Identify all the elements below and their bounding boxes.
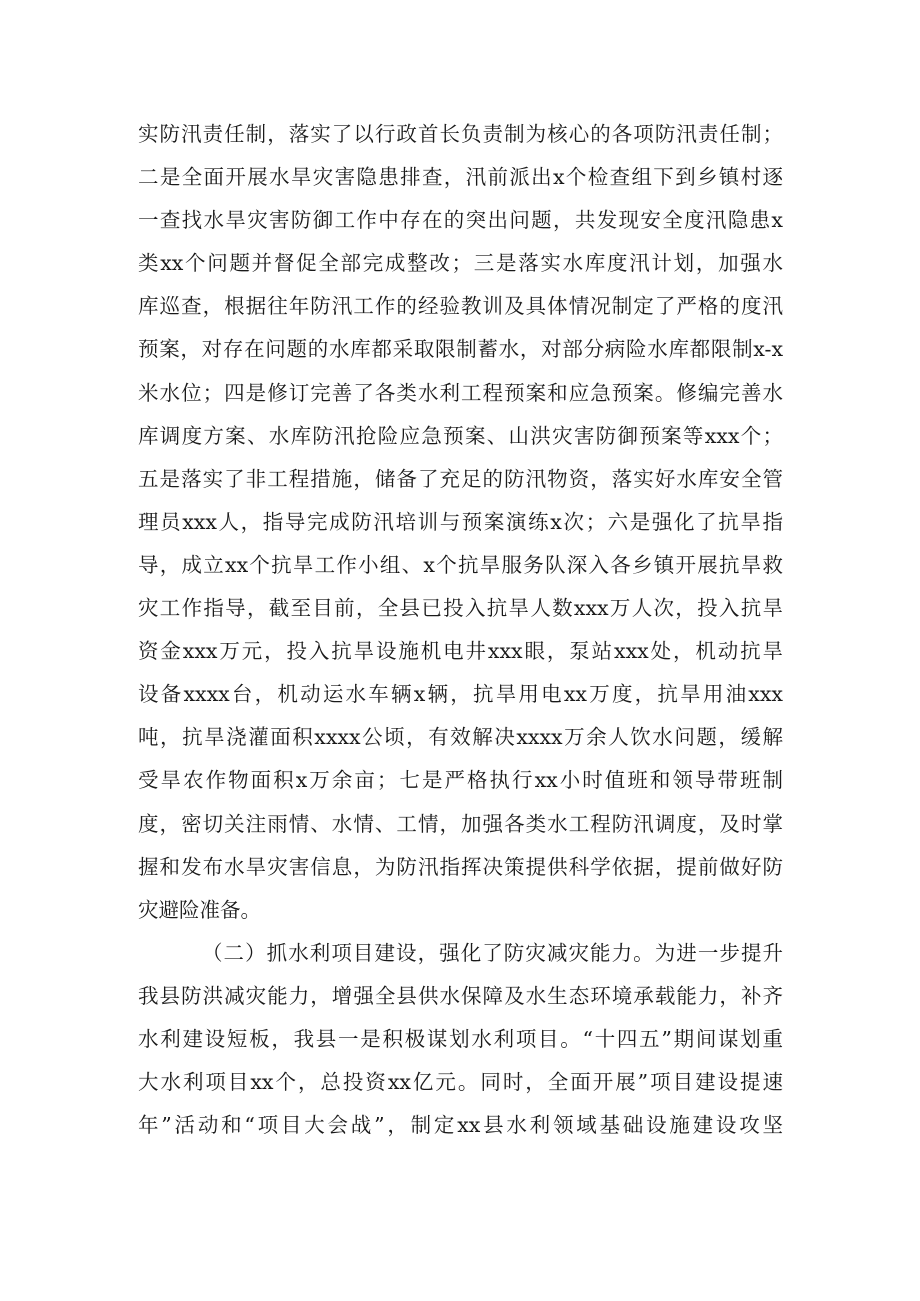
- text-line: 二是全面开展水旱灾害隐患排查，汛前派出x个检查组下到乡镇村逐: [138, 165, 783, 190]
- text-line: 水利建设短板，我县一是积极谋划水利项目。“十四五”期间谋划重: [138, 1026, 783, 1051]
- text-line: 受旱农作物面积x万余亩；七是严格执行xx小时值班和领导带班制: [138, 768, 783, 793]
- text-line: 五是落实了非工程措施，储备了充足的防汛物资，落实好水库安全管: [138, 466, 783, 491]
- text-line: 实防汛责任制，落实了以行政首长负责制为核心的各项防汛责任制；: [138, 122, 783, 146]
- text-line: 预案，对存在问题的水库都采取限制蓄水，对部分病险水库都限制x-x: [138, 337, 783, 362]
- text-line: 类xx个问题并督促全部完成整改；三是落实水库度汛计划，加强水: [138, 251, 783, 276]
- text-line: 库巡查，根据往年防汛工作的经验教训及具体情况制定了严格的度汛: [138, 294, 783, 319]
- text-line: 灾工作指导，截至目前，全县已投入抗旱人数xxx万人次，投入抗旱: [138, 596, 783, 621]
- text-line: 导，成立xx个抗旱工作小组、x个抗旱服务队深入各乡镇开展抗旱救: [138, 552, 783, 577]
- text-line: 大水利项目xx个，总投资xx亿元。同时，全面开展”项目建设提速: [138, 1070, 783, 1095]
- text-line: 理员xxx人，指导完成防汛培训与预案演练x次；六是强化了抗旱指: [138, 509, 783, 534]
- text-line: 吨，抗旱浇灌面积xxxx公顷，有效解决xxxx万余人饮水问题，缓解: [138, 725, 783, 750]
- text-line: 握和发布水旱灾害信息，为防汛指挥决策提供科学依据，提前做好防: [138, 854, 783, 879]
- section-heading-line: （二）抓水利项目建设，强化了防灾减灾能力。为进一步提升: [202, 940, 783, 965]
- text-line: 资金xxx万元，投入抗旱设施机电井xxx眼，泵站xxx处，机动抗旱: [138, 639, 783, 664]
- text-line: 我县防洪减灾能力，增强全县供水保障及水生态环境承载能力，补齐: [138, 983, 783, 1008]
- text-line: 年”活动和“项目大会战”，制定xx县水利领域基础设施建设攻坚: [138, 1113, 783, 1138]
- text-line: 米水位；四是修订完善了各类水利工程预案和应急预案。修编完善水: [138, 380, 783, 405]
- body-text: [138, 113, 783, 1147]
- text-line: 一查找水旱灾害防御工作中存在的突出问题，共发现安全度汛隐患x: [138, 208, 783, 233]
- text-line: 设备xxxx台，机动运水车辆x辆，抗旱用电xx万度，抗旱用油xxx: [138, 682, 783, 707]
- paragraph-end-line: 灾避险准备。: [138, 897, 261, 922]
- text-line: 度，密切关注雨情、水情、工情，加强各类水工程防汛调度，及时掌: [138, 811, 783, 836]
- text-line: 库调度方案、水库防汛抢险应急预案、山洪灾害防御预案等xxx个；: [138, 423, 783, 448]
